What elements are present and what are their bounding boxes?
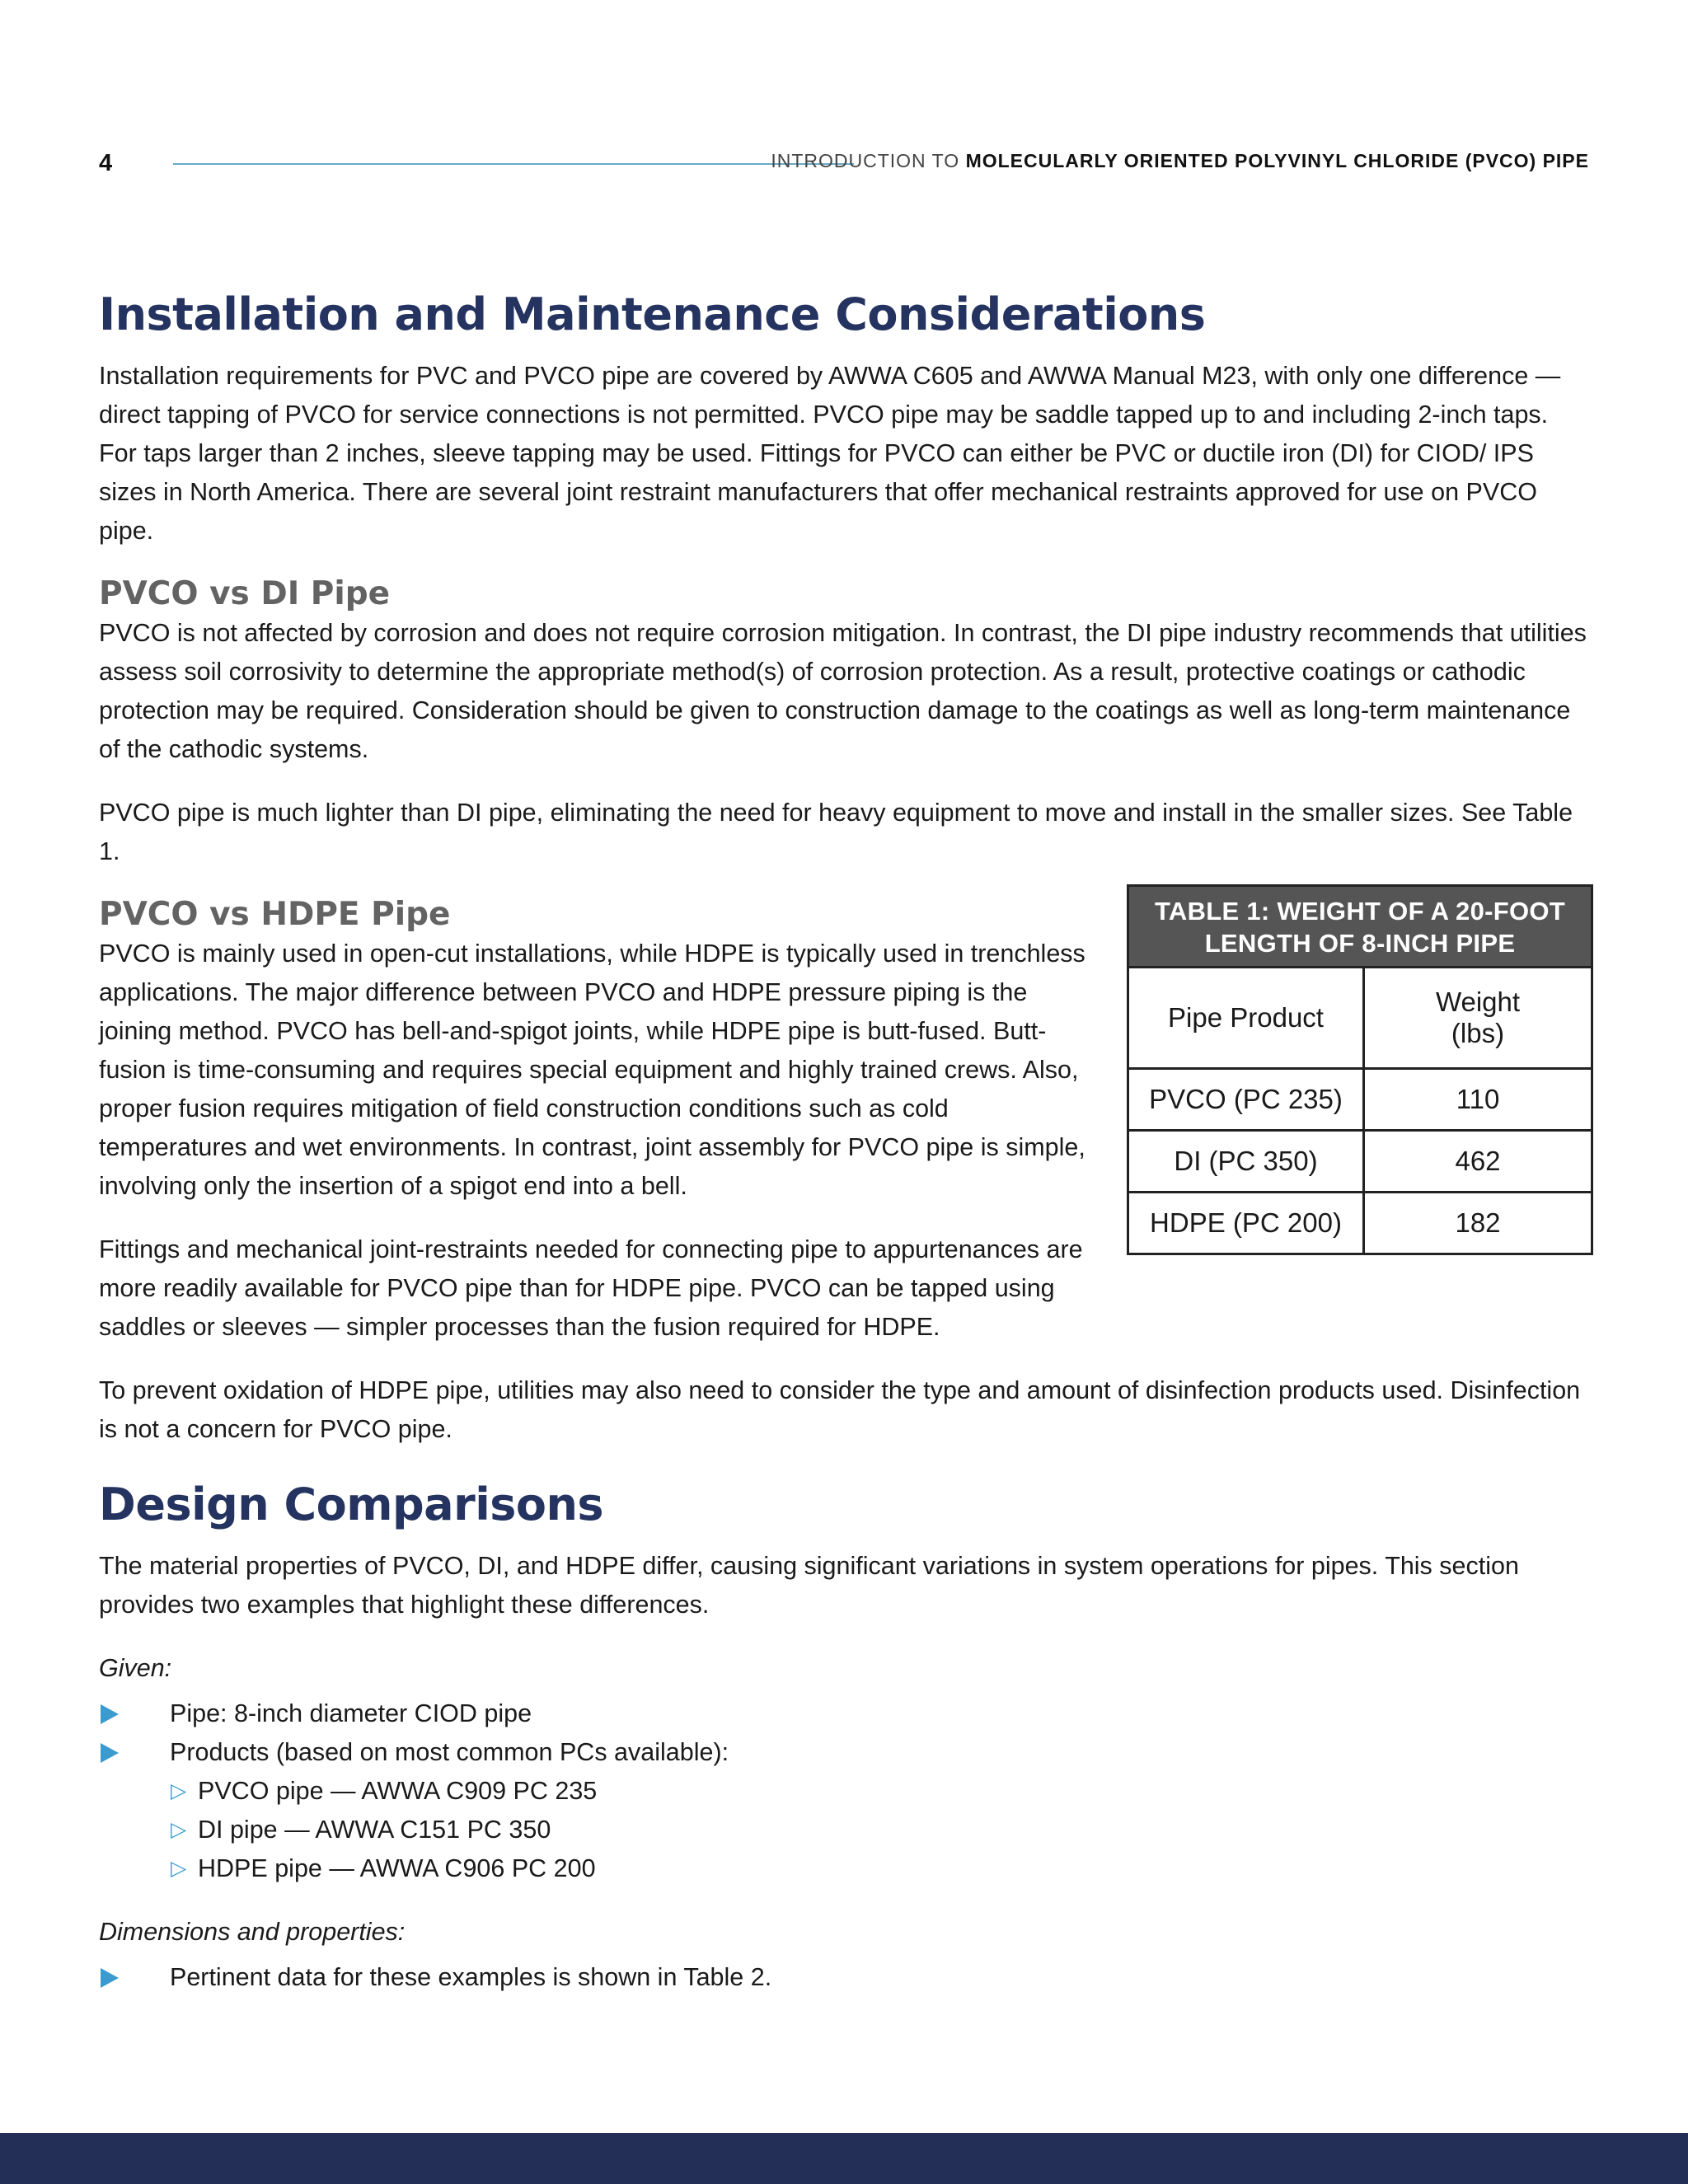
weight-table-grid <box>1129 966 1591 1253</box>
table-row <box>1129 1069 1591 1131</box>
sub-list-item-text: DI pipe — AWWA C151 PC 350 <box>198 1816 551 1844</box>
table-cell: PVCO (PC 235) <box>1129 1069 1364 1131</box>
footer-band <box>0 2133 1688 2184</box>
bullet-triangle-icon <box>101 1704 119 1724</box>
dimensions-label: Dimensions and properties: <box>99 1918 406 1946</box>
table-cell: 110 <box>1364 1069 1592 1131</box>
sub-list-item-text: HDPE pipe — AWWA C906 PC 200 <box>198 1854 596 1882</box>
table-header-row <box>1129 968 1591 1069</box>
pvco-vs-di-paragraph-2: PVCO pipe is much lighter than DI pipe, eliminating the need for heavy equipment to move and install in the smaller sizes. See Table 1. <box>99 799 1573 865</box>
section-title-design-comparisons: Design Comparisons <box>99 1479 604 1530</box>
sub-list-item <box>99 1849 1589 1888</box>
outline-triangle-icon: ▷ <box>171 1857 187 1880</box>
sub-list-item <box>99 1772 1589 1811</box>
list-item <box>99 1694 1589 1733</box>
outline-triangle-icon: ▷ <box>171 1779 187 1802</box>
header-rule <box>173 163 854 165</box>
main-content <box>99 288 1589 1997</box>
table-header-weight-label: Weight (lbs) <box>1435 987 1521 1048</box>
list-item <box>99 1958 1589 1997</box>
outline-triangle-icon: ▷ <box>171 1818 187 1841</box>
pvco-vs-di-paragraph-1: PVCO is not affected by corrosion and does not require corrosion mitigation. In contrast, the DI pipe industry recommends that utilities assess soil corrosivity to determine the appropriate method(s) of corrosion protection. As a result, protective coatings or cathodic protection may be required. Consideration should be given to construction damage to the coatings as well as long-term maintenance of the cathodic systems. <box>99 619 1587 763</box>
list-item <box>99 1733 1589 1772</box>
bullet-triangle-icon <box>101 1968 119 1988</box>
list-item-text: Products (based on most common PCs available): <box>170 1738 729 1766</box>
running-head <box>771 150 1589 172</box>
pvco-vs-hdpe-paragraph-1: PVCO is mainly used in open-cut installations, while HDPE is typically used in trenchless applications. The major difference between PVCO and HDPE pressure piping is the joining method. PVCO has bell-and-spigot joints, while HDPE pipe is butt-fused. Butt-fusion is time-consuming and requires special equipment and highly trained crews. Also, proper fusion requires mitigation of field construction conditions such as cold temperatures and wet environments. In contrast, joint assembly for PVCO pipe is simple, involving only the insertion of a spigot end into a bell. <box>99 940 1085 1200</box>
hdpe-section-with-table <box>99 896 1589 1347</box>
table-row <box>1129 1131 1591 1193</box>
given-label: Given: <box>99 1654 172 1682</box>
running-head-title: MOLECULARLY ORIENTED POLYVINYL CHLORIDE (PVCO) PIPE <box>965 150 1589 171</box>
table-cell: 462 <box>1364 1131 1592 1193</box>
list-item-text: Pipe: 8-inch diameter CIOD pipe <box>170 1699 532 1727</box>
subsection-title-pvco-vs-di: PVCO vs DI Pipe <box>99 575 391 612</box>
sub-list-item-text: PVCO pipe — AWWA C909 PC 235 <box>198 1777 598 1805</box>
page-number: 4 <box>99 150 113 176</box>
pvco-vs-hdpe-paragraph-2: Fittings and mechanical joint-restraints needed for connecting pipe to appurtenances are more readily available for PVCO pipe than for HDPE pipe. PVCO can be tapped using saddles or sleeves — simpler processes than the fusion required for HDPE. <box>99 1235 1083 1341</box>
weight-table <box>1127 884 1593 1255</box>
list-item-text: Pertinent data for these examples is shown in Table 2. <box>170 1963 772 1991</box>
pvco-vs-hdpe-paragraph-3: To prevent oxidation of HDPE pipe, utilities may also need to consider the type and amount of disinfection products used. Disinfection is not a concern for PVCO pipe. <box>99 1376 1581 1443</box>
subsection-title-pvco-vs-hdpe: PVCO vs HDPE Pipe <box>99 896 451 933</box>
table-cell: DI (PC 350) <box>1129 1131 1364 1193</box>
page-header <box>99 147 1589 180</box>
weight-table-title: TABLE 1: WEIGHT OF A 20-FOOT LENGTH OF 8-INCH PIPE <box>1129 887 1591 966</box>
section-title-installation: Installation and Maintenance Considerations <box>99 288 1206 340</box>
table-header-cell: Pipe Product <box>1129 968 1364 1069</box>
bullet-triangle-icon <box>101 1743 119 1763</box>
table-cell: HDPE (PC 200) <box>1129 1193 1364 1254</box>
sub-list-item <box>99 1811 1589 1849</box>
table-cell: 182 <box>1364 1193 1592 1254</box>
table-header-cell <box>1364 968 1592 1069</box>
installation-paragraph: Installation requirements for PVC and PVCO pipe are covered by AWWA C605 and AWWA Manual M23, with only one difference — direct tapping of PVCO for service connections is not permitted. PVCO pipe may be saddle tapped up to and including 2-inch taps. For taps larger than 2 inches, sleeve tapping may be used. Fittings for PVCO can either be PVC or ductile iron (DI) for CIOD/ IPS sizes in North America. There are several joint restraint manufacturers that offer mechanical restraints approved for use on PVCO pipe. <box>99 362 1561 545</box>
hdpe-text-column <box>99 896 1088 1347</box>
design-intro-paragraph: The material properties of PVCO, DI, and HDPE differ, causing significant variations in system operations for pipes. This section provides two examples that highlight these differences. <box>99 1552 1519 1619</box>
running-head-prefix: INTRODUCTION TO <box>771 150 960 171</box>
table-row <box>1129 1193 1591 1254</box>
